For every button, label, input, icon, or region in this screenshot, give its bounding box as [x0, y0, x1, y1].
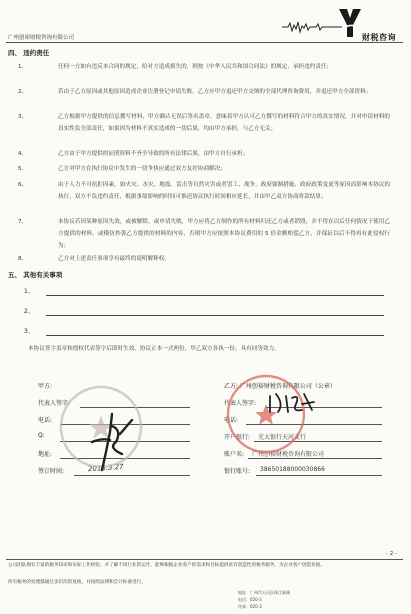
party-a-date-line[interactable] [74, 475, 190, 476]
clause-text: 本协议若因某种原因失效，或被解除，或申请失败，甲方应将乙方制作的所有材料归还乙方或者销毁，并不得在以后任何情况下使用乙方提供的材料，或模仿抄袭乙方提供的材料的内容，否则甲方应按照本协议费用的 5 倍金额赔偿乙方，并保证以后不得再有此侵权行为； [58, 219, 390, 249]
footer-phone: 电话：020-3 [238, 597, 262, 602]
clause-text: 乙方对上述责任事项享有最终的说明解释权。 [58, 256, 170, 262]
clause-5 [18, 164, 390, 176]
row-number: 2、 [24, 308, 34, 315]
clause-text: 乙方由于甲方提供的证照资料不齐全导致的所有法律后果，由甲方自行承担； [58, 151, 249, 157]
party-a-phone-label: 电话: [38, 417, 53, 424]
clause-8 [18, 254, 390, 266]
party-a-q-label: Q: [38, 432, 45, 439]
party-b-title: 乙方: 广州创裕财税咨询有限公司（公章） [224, 383, 336, 390]
party-a-date-label: 签订时间: [38, 468, 65, 475]
clause-text: 由于人力不可抗拒因素，如火灾、水灾、地震、雷击等自然灾害或者罢工、战争、政府强制措施、政府政策变更等原因而影响本协议的执行，双方不负违约责任，根据事故影响的时间可推迟协议执行时间相应延长，并由甲乙双方协商将款结算； [58, 182, 390, 200]
blank-line[interactable] [46, 295, 384, 296]
clause-number: 1、 [18, 64, 28, 70]
clause-number: 7、 [18, 219, 28, 225]
footer-note: 所有税务的处理都通过多层次的复核，并按照法律和会计标准进行。 [8, 580, 146, 585]
header-company-name: 广州创裕财税咨询有限公司 [8, 35, 75, 41]
clause-text: 若由于乙方原因或其他原因造成企业注册登记申请失败，乙方应甲方退还甲方交纳的全部代理咨询费用，并退还甲方全部资料； [58, 89, 372, 95]
party-a-address-label: 地址: [38, 451, 53, 458]
clause-2 [18, 87, 390, 99]
clause-text: 乙方根据甲方提供的信息撰写材料，甲方确认无误后签名盖章，意味着甲方认可乙方撰写的材料符合甲方的真实情况，并对申请材料的真实性负全部责任，如果因为材料不真实造成的一切后果，均由甲方承担，与乙方无关； [58, 114, 390, 132]
party-b-bank-value: 光大银行天河支行 [258, 434, 307, 441]
clause-number: 6、 [18, 182, 28, 188]
clause-text: 任何一方如有违反本合同的规定，给对方造成损失的，则按《中华人民共和国合同法》的规定，承担违约责任； [58, 64, 333, 70]
other-matters-row-3 [24, 326, 384, 336]
header-divider [6, 42, 403, 43]
clause-number: 4、 [18, 151, 28, 157]
handwritten-signature-icon [266, 390, 316, 416]
clause-3 [18, 112, 390, 136]
section-5-title: 五、 其他有关事项 [8, 271, 63, 279]
clause-7 [18, 217, 390, 252]
party-b-account-name-label: 账户名: [224, 451, 245, 458]
handwritten-signature-icon [82, 412, 142, 472]
party-b-account-no-label: 银行账号: [224, 468, 251, 475]
clause-number: 5、 [18, 166, 28, 172]
blank-line[interactable] [46, 315, 384, 316]
clause-1 [18, 62, 390, 74]
company-logo [282, 6, 406, 46]
logo-y-icon [338, 8, 362, 38]
footer-divider [6, 559, 403, 560]
party-b-account-name-line[interactable] [248, 458, 382, 459]
party-b-bank-label: 开户银行: [224, 434, 251, 441]
clause-6 [18, 180, 390, 204]
party-a-rep-label: 代表人签字: [38, 400, 71, 407]
clause-text: 乙方对甲方在执行协议中发生的一切争执应通过双方友好协商解决； [58, 166, 226, 172]
party-b-rep-label: 代表人签字: [224, 400, 257, 407]
footer-fax: 传真：020-3 [238, 604, 262, 609]
logo-text: 财税咨询 [362, 33, 396, 42]
row-number: 1、 [24, 288, 34, 295]
footer-address: 地址：广州市天河区珠江新城 [238, 590, 290, 595]
clause-number: 8、 [18, 256, 28, 262]
blank-line[interactable] [46, 335, 384, 336]
waveform-icon [282, 20, 342, 34]
party-b-account-no-line[interactable] [256, 475, 382, 476]
clause-4 [18, 149, 390, 161]
party-b-phone-label: 电话: [224, 417, 239, 424]
page-number: - 2 - [386, 551, 397, 557]
closing-statement: 本协议签字盖章和授权代表签字后即时生效。协议正本一式两份，甲乙双方各执一份，具有同等效力。 [28, 346, 280, 352]
section-4-title: 四、 违约责任 [8, 49, 50, 57]
party-b-account-no-value: 38650188000030866 [260, 466, 325, 473]
other-matters-row-2 [24, 306, 384, 316]
party-b-account-name-value: 广州创裕财税咨询有限公司 [252, 451, 325, 458]
party-a-title: 甲方: [38, 383, 53, 390]
other-matters-row-1 [24, 286, 384, 296]
footer-intro: 公司团队拥有丰富的税务知识和实际工作经验，并了解不同行业的运作，能够根据企业客户的需求和目标提供富有创造性的税务服务，为企业客户创造价值。 [8, 563, 325, 568]
clause-number: 2、 [18, 89, 28, 95]
row-number: 3、 [24, 328, 34, 335]
clause-number: 3、 [18, 114, 28, 120]
party-a-date-value: 2013.3.27 [87, 462, 124, 474]
